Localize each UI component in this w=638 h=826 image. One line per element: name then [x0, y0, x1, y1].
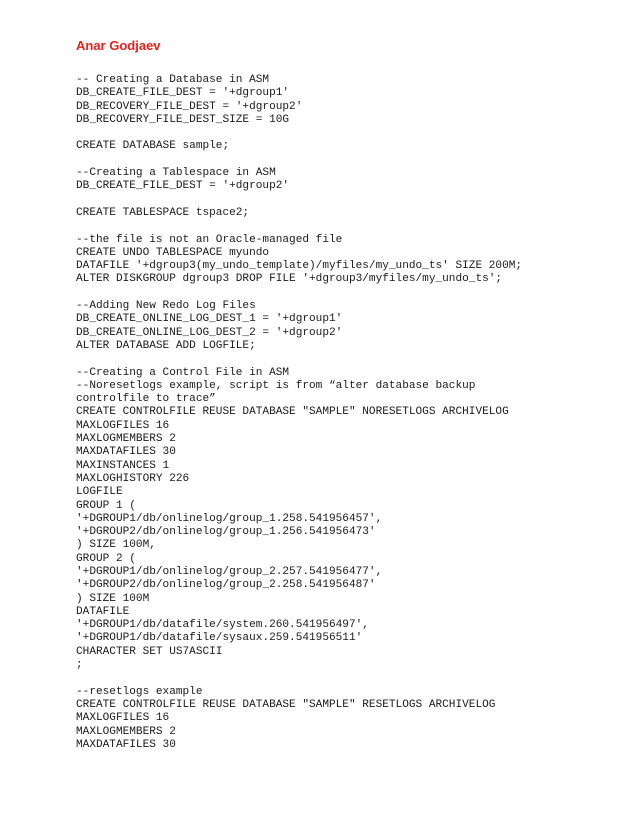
code-line: CHARACTER SET US7ASCII	[76, 645, 223, 658]
code-line: MAXINSTANCES 1	[76, 459, 170, 472]
code-line: --Adding New Redo Log Files	[76, 300, 256, 313]
code-block-create-database	[76, 140, 596, 153]
code-block-control-file-noresetlogs	[76, 367, 596, 673]
code-line: '+DGROUP1/db/datafile/system.260.541956497',	[76, 619, 369, 632]
code-line: --Noresetlogs example, script is from “alter database backup	[76, 379, 476, 392]
code-line: '+DGROUP1/db/onlinelog/group_1.258.541956457',	[76, 512, 383, 525]
code-line: ) SIZE 100M,	[76, 539, 156, 552]
code-line: DATAFILE '+dgroup3(my_undo_template)/myfiles/my_undo_ts' SIZE 200M;	[76, 260, 523, 273]
code-line: CREATE DATABASE sample;	[76, 140, 230, 153]
code-block-tablespace-params	[76, 167, 596, 194]
code-line: CREATE CONTROLFILE REUSE DATABASE "SAMPLE" RESETLOGS ARCHIVELOG	[76, 698, 496, 711]
code-line: DB_CREATE_FILE_DEST = '+dgroup1'	[76, 87, 290, 100]
code-line: -- Creating a Database in ASM	[76, 74, 270, 86]
code-line: MAXLOGHISTORY 226	[76, 472, 190, 485]
code-line: controlfile to trace”	[76, 393, 216, 406]
code-line: MAXDATAFILES 30	[76, 738, 176, 751]
code-line: --Creating a Tablespace in ASM	[76, 167, 276, 180]
code-line: --Creating a Control File in ASM	[76, 366, 290, 379]
code-line: MAXLOGFILES 16	[76, 712, 170, 725]
code-block-create-tablespace	[76, 207, 596, 220]
code-line: ALTER DATABASE ADD LOGFILE;	[76, 339, 256, 352]
code-line: '+DGROUP2/db/onlinelog/group_2.258.541956487'	[76, 579, 376, 592]
code-line: '+DGROUP2/db/onlinelog/group_1.256.541956473'	[76, 526, 376, 539]
code-line: CREATE CONTROLFILE REUSE DATABASE "SAMPLE" NORESETLOGS ARCHIVELOG	[76, 406, 509, 419]
code-block-asm-params	[76, 74, 596, 127]
code-line: GROUP 1 (	[76, 499, 136, 512]
code-line: DB_RECOVERY_FILE_DEST = '+dgroup2'	[76, 100, 303, 113]
code-listing	[76, 74, 596, 765]
code-line: MAXDATAFILES 30	[76, 446, 176, 459]
code-line: MAXLOGMEMBERS 2	[76, 433, 176, 446]
code-line: DB_CREATE_ONLINE_LOG_DEST_2 = '+dgroup2'	[76, 326, 343, 339]
code-line: MAXLOGFILES 16	[76, 419, 170, 432]
code-line: LOGFILE	[76, 486, 123, 499]
code-line: DATAFILE	[76, 605, 130, 618]
code-line: '+DGROUP1/db/datafile/sysaux.259.541956511'	[76, 632, 363, 645]
code-block-control-file-resetlogs	[76, 686, 596, 752]
code-line: --resetlogs example	[76, 685, 203, 698]
author-name: Anar Godjaev	[76, 38, 161, 53]
code-line: DB_CREATE_ONLINE_LOG_DEST_1 = '+dgroup1'	[76, 313, 343, 326]
code-line: CREATE TABLESPACE tspace2;	[76, 206, 250, 219]
code-line: DB_CREATE_FILE_DEST = '+dgroup2'	[76, 180, 290, 193]
code-block-redo-log-files	[76, 300, 596, 353]
code-line: CREATE UNDO TABLESPACE myundo	[76, 246, 270, 259]
code-block-undo-tablespace	[76, 234, 596, 287]
code-line: ) SIZE 100M	[76, 592, 150, 605]
code-line: MAXLOGMEMBERS 2	[76, 725, 176, 738]
code-line: ALTER DISKGROUP dgroup3 DROP FILE '+dgroup3/myfiles/my_undo_ts';	[76, 273, 503, 286]
code-line: GROUP 2 (	[76, 552, 136, 565]
code-line: --the file is not an Oracle-managed file	[76, 233, 343, 246]
code-line: '+DGROUP1/db/onlinelog/group_2.257.541956477',	[76, 565, 383, 578]
code-line: DB_RECOVERY_FILE_DEST_SIZE = 10G	[76, 113, 290, 126]
code-line: ;	[76, 659, 83, 672]
